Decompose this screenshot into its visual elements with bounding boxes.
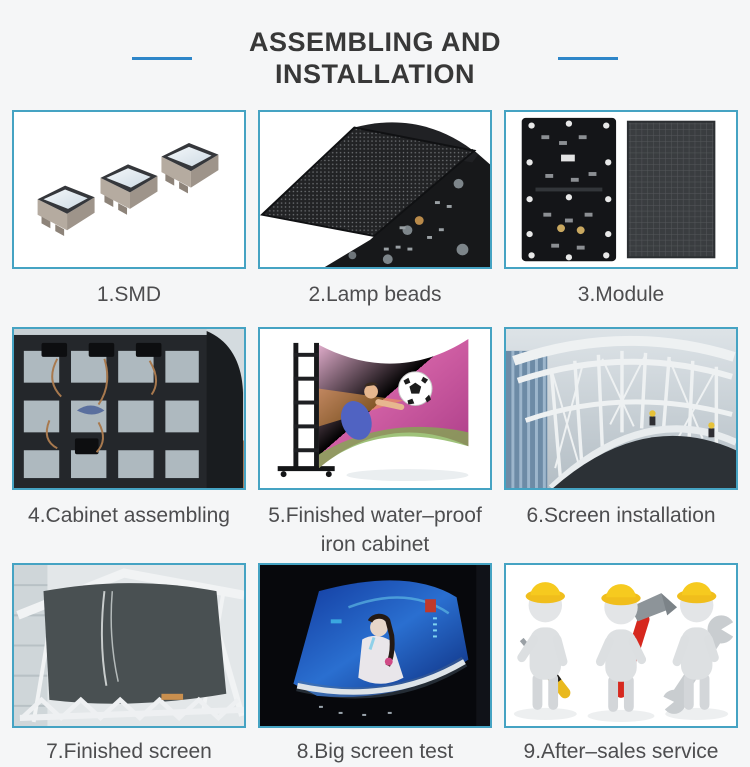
left-accent-line xyxy=(132,57,192,60)
process-step-tile xyxy=(12,110,246,327)
big-screen-test-photo xyxy=(258,563,492,728)
cabinet-assembling-image xyxy=(14,329,244,488)
process-step-tile xyxy=(12,327,246,563)
smd-led-chips-photo xyxy=(12,110,246,269)
process-step-tile xyxy=(258,327,492,563)
lamp-beads-photo xyxy=(258,110,492,269)
module-image xyxy=(506,112,736,267)
screen-installation-photo xyxy=(504,327,738,490)
after-sales-service-photo xyxy=(504,563,738,728)
cabinet-assembling-photo xyxy=(12,327,246,490)
section-header xyxy=(0,0,750,110)
step-caption: 2.Lamp beads xyxy=(308,283,442,306)
step-caption: 4.Cabinet assembling xyxy=(28,504,230,527)
smd-led-chips-image xyxy=(14,112,244,267)
step-caption: 7.Finished screen xyxy=(46,740,212,763)
lamp-beads-image xyxy=(260,112,490,267)
process-step-tile xyxy=(504,327,738,563)
step-caption: 5.Finished water–proof iron cabinet xyxy=(268,504,482,556)
step-caption: 6.Screen installation xyxy=(526,504,716,527)
process-step-tile xyxy=(258,110,492,327)
page-title: ASSEMBLING AND INSTALLATION xyxy=(248,26,501,89)
module-photo xyxy=(504,110,738,269)
big-screen-test-image xyxy=(260,565,490,726)
iron-cabinet-image xyxy=(260,329,490,488)
screen-installation-image xyxy=(506,329,736,488)
right-accent-line xyxy=(558,57,618,60)
iron-cabinet-photo xyxy=(258,327,492,490)
process-step-tile xyxy=(504,563,738,766)
step-caption: 9.After–sales service xyxy=(523,740,719,763)
finished-screen-photo xyxy=(12,563,246,728)
step-caption: 1.SMD xyxy=(96,283,162,306)
process-step-tile xyxy=(258,563,492,766)
step-caption: 3.Module xyxy=(577,283,665,306)
process-step-tile xyxy=(12,563,246,766)
after-sales-service-image xyxy=(506,565,736,726)
process-steps-grid xyxy=(0,110,750,766)
process-step-tile xyxy=(504,110,738,327)
step-caption: 8.Big screen test xyxy=(296,740,454,763)
finished-screen-image xyxy=(14,565,244,726)
